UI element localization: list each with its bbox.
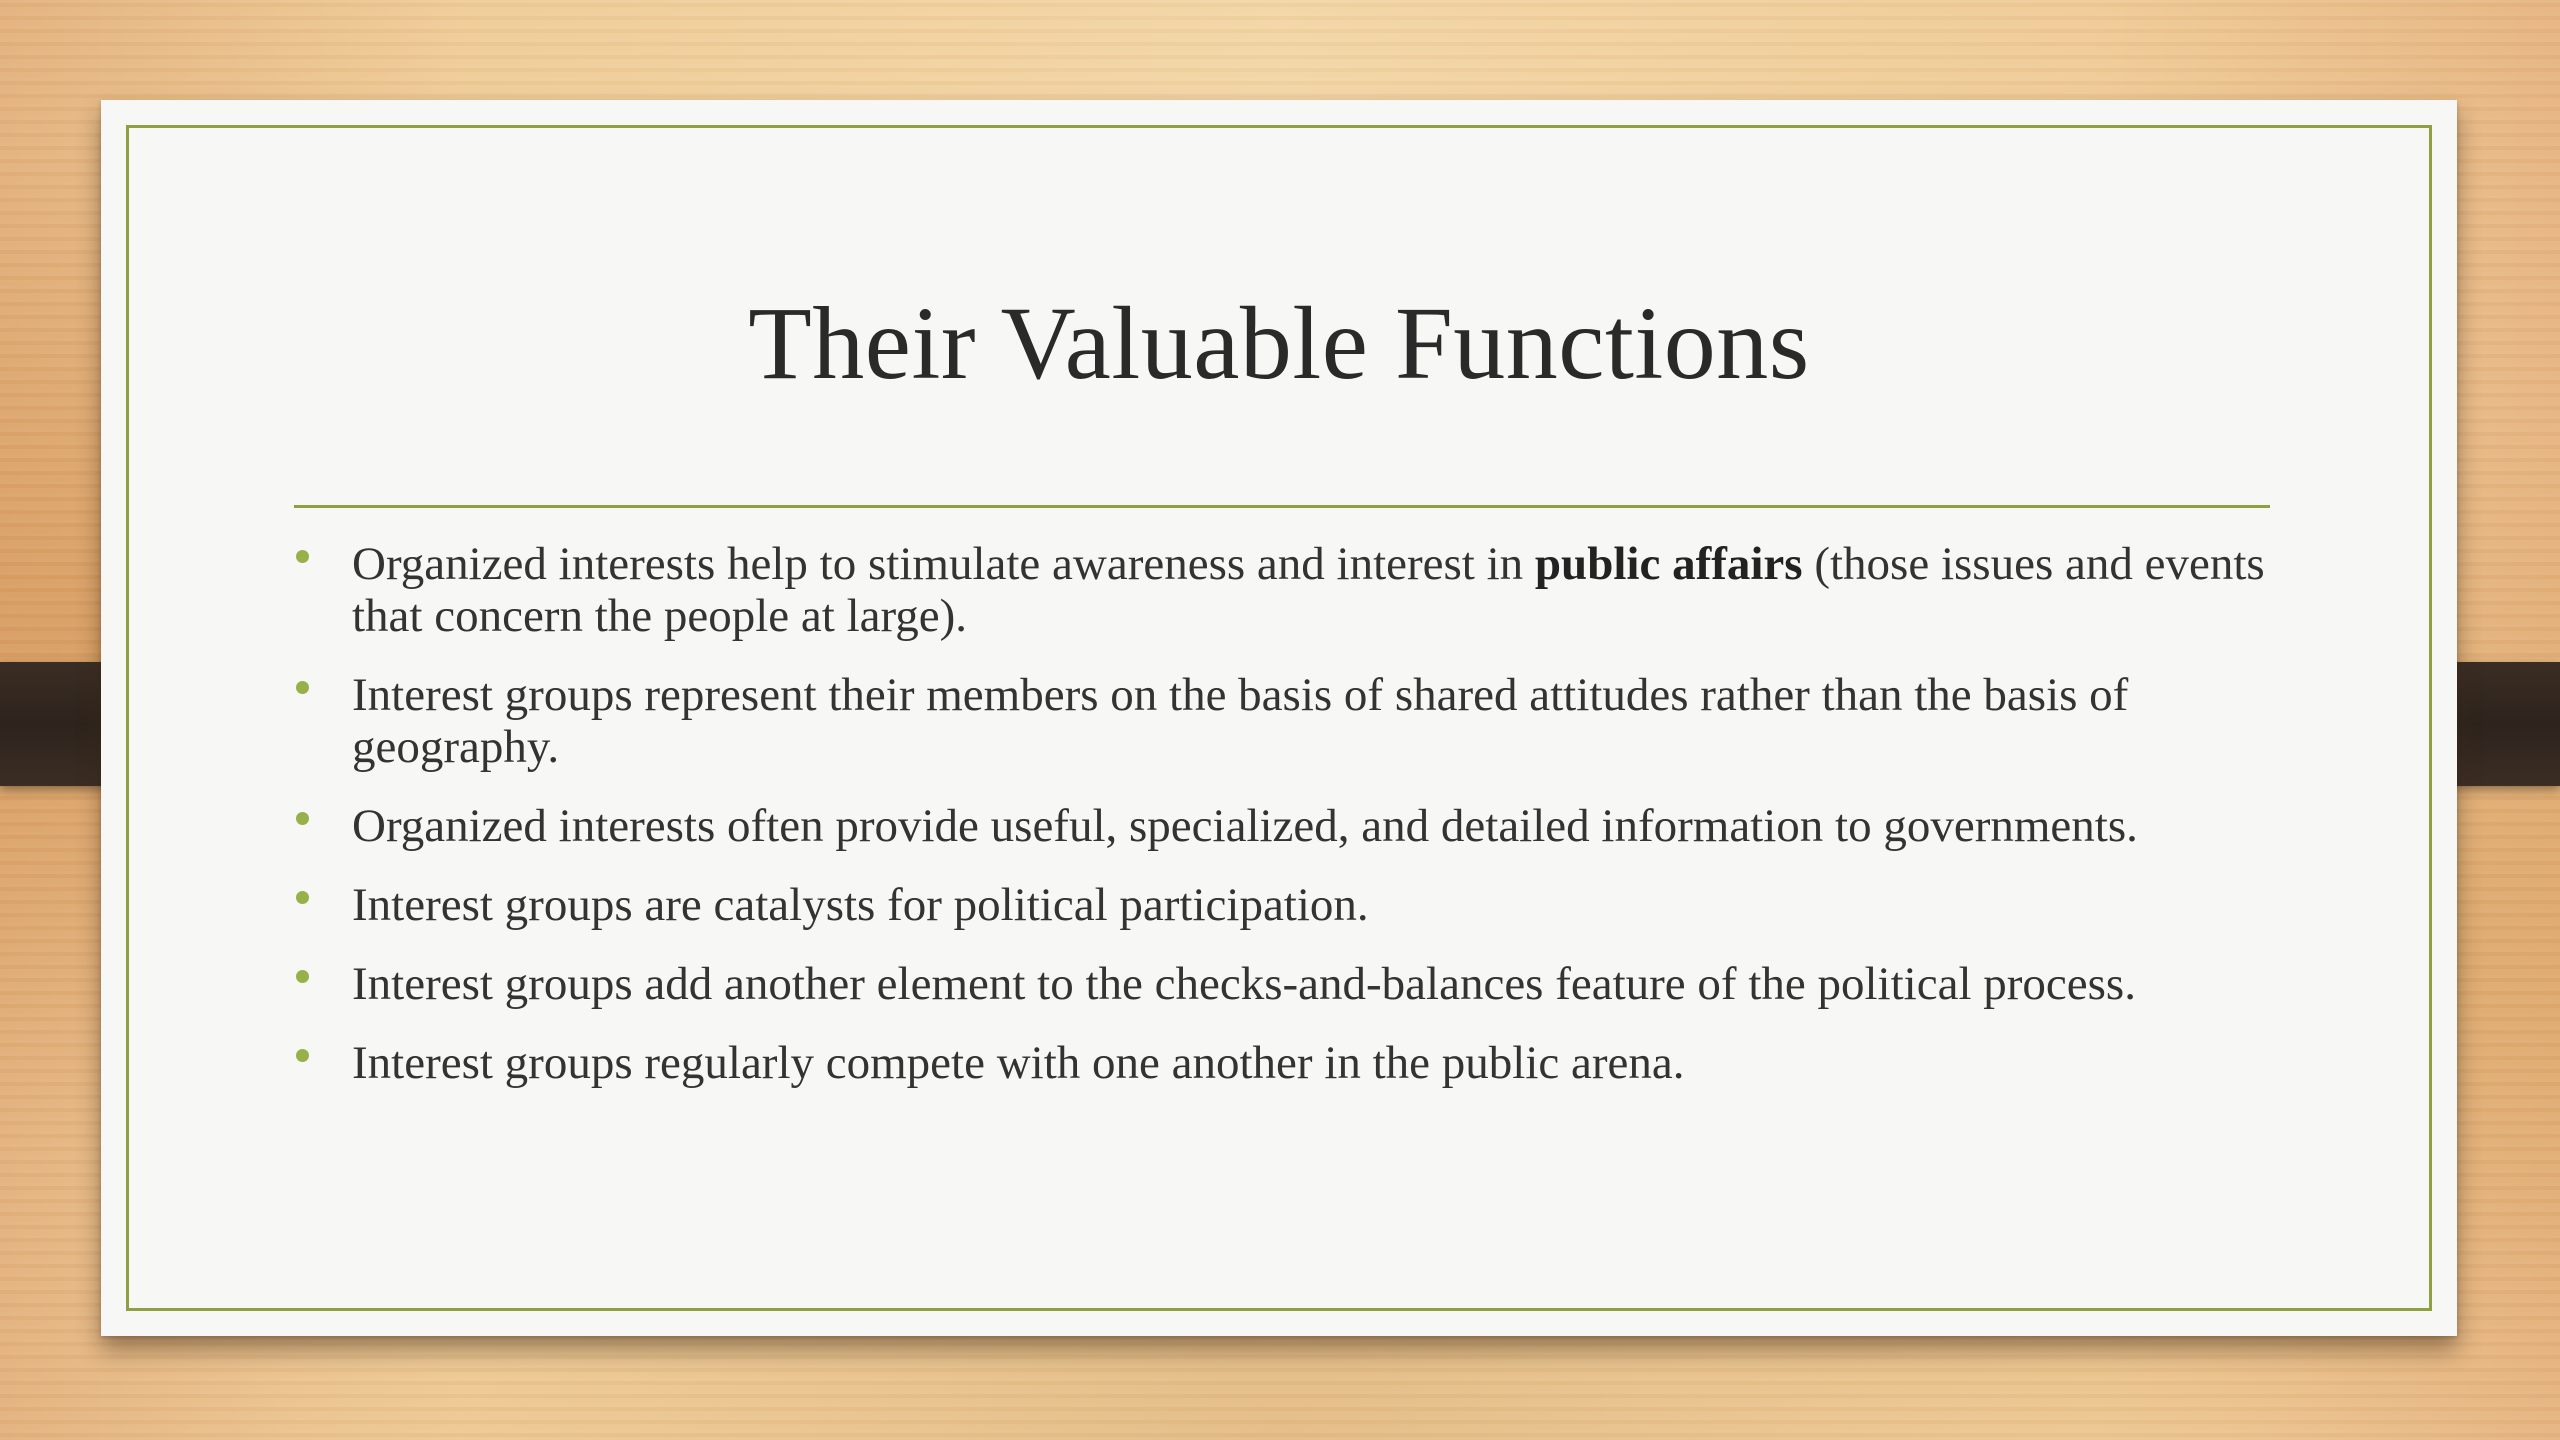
bullet-dot-icon — [296, 970, 309, 983]
bullet-item — [294, 669, 2284, 773]
bullet-text: Organized interests often provide useful, specialized, and detailed information to governments. — [352, 800, 2138, 852]
bullet-text-part: (those issues and events that concern the people at large). — [352, 538, 2265, 642]
bullet-dot-icon — [296, 681, 309, 694]
bullet-item — [294, 958, 2284, 1010]
bullet-dot-icon — [296, 1049, 309, 1062]
bullet-list — [294, 538, 2284, 1116]
bullet-item — [294, 1037, 2284, 1089]
bullet-text: Interest groups regularly compete with one another in the public arena. — [352, 1037, 1685, 1089]
bullet-text: Interest groups add another element to the checks-and-balances feature of the political process. — [352, 958, 2136, 1010]
bullet-item — [294, 800, 2284, 852]
bullet-dot-icon — [296, 550, 309, 563]
bullet-dot-icon — [296, 891, 309, 904]
slide-card — [101, 100, 2457, 1336]
bullet-text: Interest groups represent their members on the basis of shared attitudes rather than the basis of geography. — [352, 669, 2129, 773]
bullet-dot-icon — [296, 812, 309, 825]
bullet-item — [294, 538, 2284, 642]
bullet-text-part: Organized interests help to stimulate awareness and interest in — [352, 538, 1535, 590]
bullet-text: Interest groups are catalysts for political participation. — [352, 879, 1369, 931]
bold-term: public affairs — [1534, 538, 1803, 590]
bullet-item — [294, 879, 2284, 931]
title-divider — [294, 505, 2270, 508]
slide-title: Their Valuable Functions — [748, 286, 1810, 401]
